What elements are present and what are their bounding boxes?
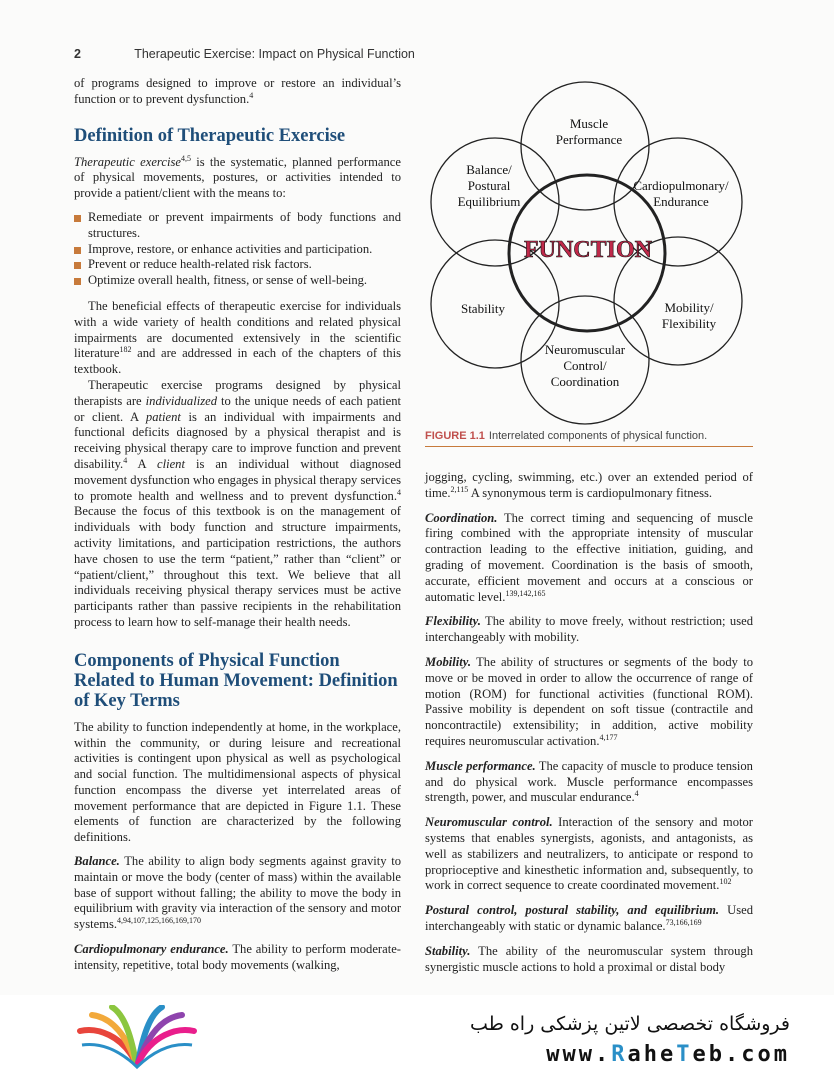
definition-coordination: Coordination. The correct timing and sequencing of muscle firing combined with the appropriate intensity of muscular contraction leading to the effective initiation, guiding, and grading of movement. Coordination is the basis of smooth, accurate, efficient movement and occurs at a conscious or automatic level.$^{139,142,165}$ xyxy=(425,510,753,604)
watermark-footer xyxy=(0,995,834,1080)
label-neuromuscular: Neuromuscular Control/ Coordination xyxy=(544,342,626,389)
running-header xyxy=(74,47,415,61)
definition-stability: Stability. The ability of the neuromuscular system through synergistic muscle actions to hold a proximal or distal body xyxy=(425,943,753,974)
body-paragraph: The ability to function independently at home, in the workplace, within the community, or during leisure and recreational activities is contingent upon physical as well as psychological and social function. The multidimensional aspects of physical function encompass the diverse yet interrelated areas of movement performance that are depicted in Figure 1.1. These elements of function are characterized by the following definitions. xyxy=(74,719,401,845)
figure-caption xyxy=(425,430,753,447)
book-logo-icon xyxy=(72,1005,202,1071)
cardio-continued: jogging, cycling, swimming, etc.) over an extended period of time.$^{2,115}$ A synonymous term is cardiopulmonary fitness. xyxy=(425,470,753,500)
bullet-list xyxy=(74,210,401,289)
right-column xyxy=(425,470,753,984)
definition-cardiopulmonary: Cardiopulmonary endurance. The ability to perform moderate-intensity, repetitive, total body movements (walking, xyxy=(74,942,401,972)
label-muscle-performance: Muscle Performance xyxy=(555,116,623,147)
store-name: فروشگاه تخصصی لاتین پزشکی راه طب xyxy=(470,1013,790,1035)
definition-mobility: Mobility. The ability of structures or segments of the body to move or be moved in order to allow the occurrence of range of motion (ROM) for functional activities (functional ROM). Passive mobility is dependent on soft tissue (contractile and noncontractile) extensibility; in addition, active mobility requires neuromuscular activation.$^{4,177}$ xyxy=(425,654,753,748)
definition-flexibility: Flexibility. The ability to move freely, without restriction; used interchangeably with mobility. xyxy=(425,614,753,645)
figure-label: FIGURE 1.1 xyxy=(425,430,485,442)
list-item: Optimize overall health, fitness, or sense of well-being. xyxy=(74,273,401,289)
label-cardiopulmonary: Cardiopulmonary/ Endurance xyxy=(633,178,729,209)
function-diagram xyxy=(425,76,755,446)
list-item: Remediate or prevent impairments of body functions and structures. xyxy=(74,210,401,242)
list-item: Improve, restore, or enhance activities and participation. xyxy=(74,242,401,258)
definition-neuromuscular-control: Neuromuscular control. Interaction of the sensory and motor systems that enables synergists, agonists, and antagonists, as well as stabilizers and neutralizers, to anticipate or respond to proprioceptive and kinesthetic information and, subsequently, to work in correct sequence to create coordinated movement.$^{102}$ xyxy=(425,815,753,893)
definition-muscle-performance: Muscle performance. The capacity of muscle to produce tension and do physical work. Muscle performance encompasses strength, power, and muscular endurance.$^4$ xyxy=(425,758,753,805)
label-stability: Stability xyxy=(460,301,506,316)
section-heading-components: Components of Physical Function Related to Human Movement: Definition of Key Terms xyxy=(74,650,398,711)
section-heading-definition: Definition of Therapeutic Exercise xyxy=(74,125,346,146)
figure-caption-text: Interrelated components of physical function. xyxy=(488,430,708,442)
store-url: www.RaheTeb.com xyxy=(546,1042,790,1067)
definition-postural-control: Postural control, postural stability, and equilibrium. Used interchangeably with static or dynamic balance.$^{73,166,169}$ xyxy=(425,903,754,933)
left-column xyxy=(74,76,401,983)
intro-paragraph: of programs designed to improve or restore an individual’s function or to prevent dysfunction.$^4$ xyxy=(74,76,401,106)
definition-paragraph: Therapeutic exercise$^{4,5}$ is the systematic, planned performance of physical movements, postures, or activities intended to provide a patient/client with the means to: xyxy=(74,153,401,201)
list-item: Prevent or reduce health-related risk factors. xyxy=(74,257,401,273)
running-title: Therapeutic Exercise: Impact on Physical Function xyxy=(134,47,415,61)
label-balance: Balance/ Postural Equilibrium xyxy=(457,162,521,209)
page-number: 2 xyxy=(74,47,81,61)
center-label: FUNCTION xyxy=(523,237,653,263)
label-mobility: Mobility/ Flexibility xyxy=(661,300,717,331)
body-paragraph: Therapeutic exercise programs designed by physical therapists are individualized to the unique needs of each patient or client. A patient is an individual with impairments and functional deficits diagnosed by a physical therapist and is receiving physical therapy care to improve function and prevent disability.$^4$ A client is an individual without diagnosed movement dysfunction who engages in physical therapy services to promote health and wellness and to prevent dysfunction.$^4$ Because the focus of this textbook is on the management of individuals with body function and structure impairments, activity limitations, and participation restrictions, the authors have chosen to use the term “patient,” rather than “client” or “patient/client,” throughout this text. We believe that all individuals receiving physical therapy services must be active participants rather than passive recipients in the rehabilitation process to learn how to self-manage their health needs. xyxy=(74,377,402,629)
definition-balance: Balance. The ability to align body segments against gravity to maintain or move the body (center of mass) within the available base of support without falling; the ability to move the body in equilibrium with gravity via interaction of the sensory and motor systems.$^{4,94,107,125,166,169,170}$ xyxy=(74,854,402,932)
body-paragraph: The beneficial effects of therapeutic exercise for individuals with a wide variety of health conditions and related physical impairments are documented extensively in the scientific literature$^{182}$ and are addressed in each of the chapters of this textbook. xyxy=(74,298,401,377)
